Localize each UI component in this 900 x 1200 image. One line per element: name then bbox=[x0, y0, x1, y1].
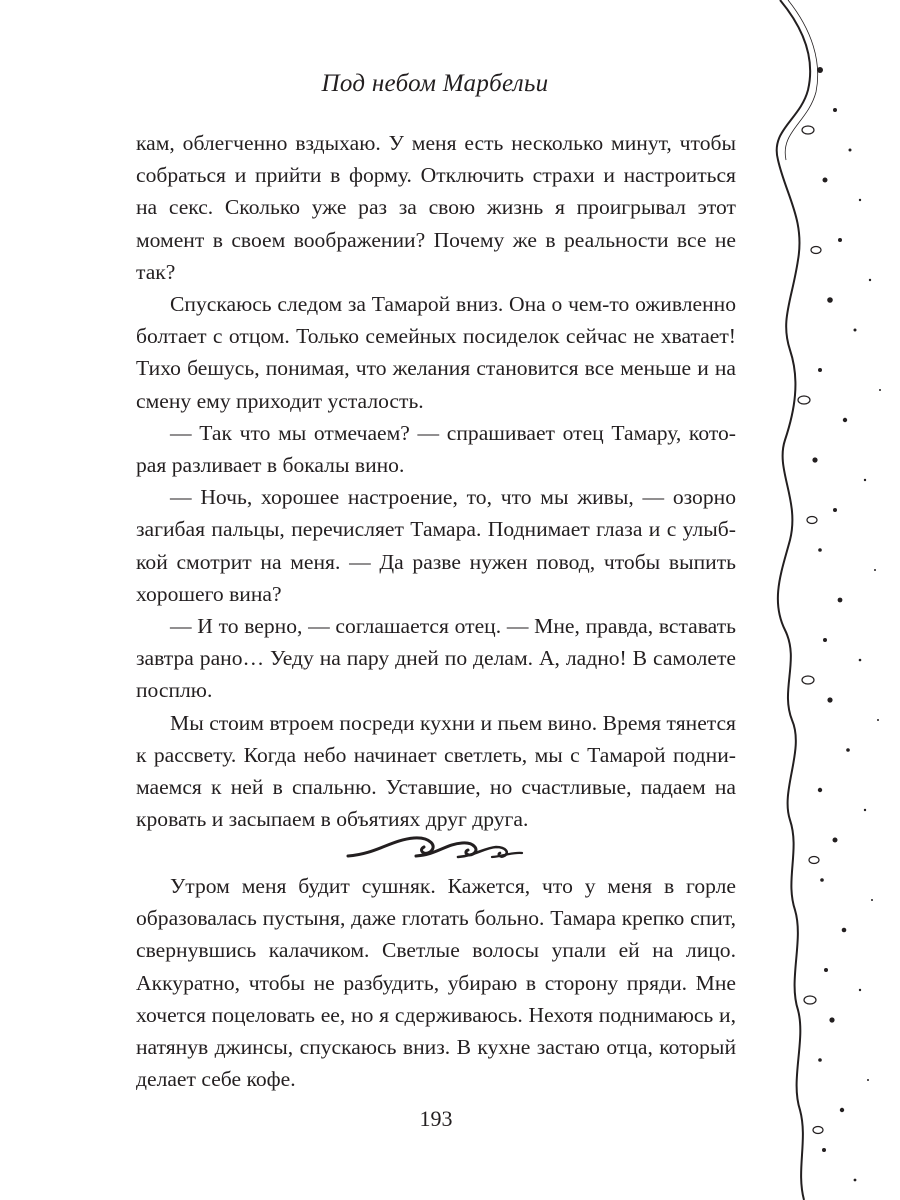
paragraph: — Так что мы отмечаем? — спрашивает отец Тамару, которая разливает в бокалы вино. bbox=[136, 420, 736, 478]
paragraph: — И то верно, — соглашается отец. — Мне, правда, вставать завтра рано… Уеду на пару дней по делам. А, ладно! В самолете посплю. bbox=[136, 614, 736, 703]
running-title: Под небом Марбельи bbox=[321, 70, 549, 97]
paragraph: кам, облегченно вздыхаю. У меня есть несколько минут, чтобы собраться и прийти в форму. Отключить страхи и настроиться на секс. Сколько уже раз за свою жизнь я проигрывал этот момент в своем воображении? Почему же в реальности все не так? bbox=[136, 131, 736, 284]
paragraph: — Ночь, хорошее настроение, то, что мы живы, — озорно загибая пальцы, перечисляет Тамара. Поднимает глаза и с улыбкой смотрит на меня. — Да разве нужен повод, чтобы выпить хорошего вина? bbox=[136, 485, 736, 606]
seashore-border-icon bbox=[760, 0, 900, 1200]
text-block-main bbox=[136, 127, 736, 835]
wave-ornament-icon bbox=[346, 826, 526, 866]
paragraph: Спускаюсь следом за Тамарой вниз. Она о чем-то оживленно болтает с отцом. Только семейных посиделок сейчас не хватает! Тихо бешусь, понимая, что желания становится все меньше и на смену ему приходит усталость. bbox=[136, 292, 736, 413]
text-block-after-break bbox=[136, 870, 736, 1095]
page-number: 193 bbox=[419, 1106, 453, 1131]
paragraph: Утром меня будит сушняк. Кажется, что у меня в горле образовалась пустыня, даже глотать больно. Тамара крепко спит, свернувшись калачиком. Светлые волосы упали ей на лицо. Аккуратно, чтобы не разбудить, убираю в сторону пряди. Мне хочется поцеловать ее, но я сдерживаюсь. Нехотя поднимаюсь и, натянув джинсы, спускаюсь вниз. В кухне застаю отца, который делает себе кофе. bbox=[136, 874, 736, 1092]
paragraph: Мы стоим втроем посреди кухни и пьем вино. Время тянется к рассвету. Когда небо начинает светлеть, мы с Тамарой поднимаемся к ней в спальню. Уставшие, но счастливые, падаем на кровать и засыпаем в объятиях друг друга. bbox=[136, 710, 736, 832]
